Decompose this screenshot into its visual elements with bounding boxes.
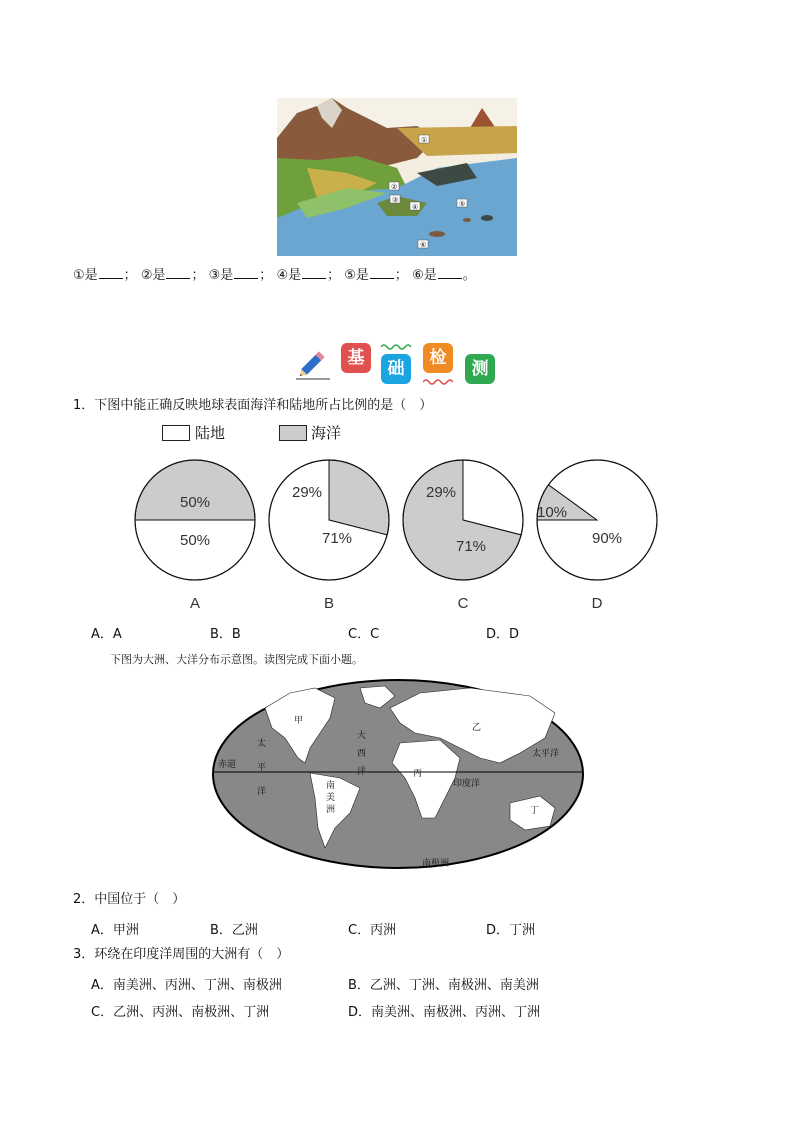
blank-5[interactable] [370,266,394,279]
q2-option-c[interactable]: C．丙洲 [348,923,397,938]
label-pacific-yang: 洋 [257,787,267,797]
label-south-america-1: 南 [326,781,336,791]
q1-option-c[interactable]: C．C [348,627,380,642]
landform-label-4: ④ [412,203,419,211]
label-pacific-ping: 平 [257,763,267,773]
label-indian-ocean: 印度洋 [453,779,481,789]
question-2: 2．中国位于（ ） [73,892,186,907]
landform-label-1: ① [421,136,428,144]
pie-C-label-1: 29% [425,484,457,501]
blank-4[interactable] [302,266,326,279]
legend-land-label: 陆地 [195,424,226,442]
question-1: 1．下图中能正确反映地球表面海洋和陆地所占比例的是（ ） [73,398,433,413]
landform-illustration [277,98,517,256]
label-south-america-3: 洲 [326,805,336,815]
badge-wave-top [381,342,411,350]
label-yi: 乙 [472,723,482,733]
blank-1[interactable] [99,266,123,279]
pie-A-slice-1 [135,460,255,520]
blank-label-1: ①是 [73,268,98,283]
badge-wave-bottom [423,378,453,386]
landform-label-5: ⑤ [459,200,466,208]
q2-option-b[interactable]: B．乙洲 [210,923,258,938]
pie-D-label-1: 10% [536,504,568,521]
badge-chu: 础 [381,354,411,384]
legend-ocean-swatch [279,425,307,441]
label-south-america-2: 美 [326,793,336,803]
world-map [210,678,586,878]
label-jia: 甲 [294,716,304,726]
q1-option-a[interactable]: A．A [91,627,122,642]
badge-ce: 测 [465,354,495,384]
label-equator: 赤道 [218,760,237,770]
blank-label-3: ③是 [208,268,234,283]
map-intro: 下图为大洲、大洋分布示意图。读图完成下面小题。 [110,653,363,666]
q3-option-a[interactable]: A．南美洲、丙洲、丁洲、南极洲 [91,978,282,993]
q3-option-d[interactable]: D．南美洲、南极洲、丙洲、丁洲 [348,1005,541,1020]
blank-label-6: ⑥是 [412,268,437,283]
pie-charts [120,450,680,620]
label-pacific-east: 太平洋 [532,749,560,759]
pie-D-caption: D [591,595,603,612]
pie-C-caption: C [457,595,469,612]
pie-B-label-2: 71% [321,530,353,547]
label-ding: 丁 [530,806,540,816]
pie-D-label-2: 90% [591,530,623,547]
blank-label-5: ⑤是 [344,268,369,283]
label-atlantic-da: 大 [357,731,367,741]
legend-land-swatch [162,425,190,441]
landform-label-6: ⑥ [420,241,427,249]
label-atlantic-yang: 洋 [357,767,367,777]
pie-B-label-1: 29% [291,484,323,501]
pie-A-caption: A [189,595,201,612]
question-3: 3．环绕在印度洋周围的大洲有（ ） [73,947,290,962]
blank-label-2: ②是 [140,268,166,283]
q3-option-b[interactable]: B．乙洲、丁洲、南极洲、南美洲 [348,978,539,993]
pie-A-slice-2 [135,520,255,580]
badge-ji: 基 [341,343,371,373]
landform-label-3: ③ [392,196,399,204]
pie-A-label-2: 50% [179,532,211,549]
q2-option-a[interactable]: A．甲洲 [91,923,139,938]
label-antarctica: 南极洲 [422,859,450,869]
pie-B-caption: B [323,595,335,612]
blank-6[interactable] [438,266,462,279]
blank-3[interactable] [234,266,258,279]
label-atlantic-xi: 西 [357,749,367,759]
q1-option-d[interactable]: D．D [486,627,520,642]
legend-ocean-label: 海洋 [311,424,342,442]
badge-jian: 检 [423,343,453,373]
q1-option-b[interactable]: B．B [210,627,241,642]
pie-C-label-2: 71% [455,538,487,555]
landform-label-2: ② [391,183,398,191]
blank-2[interactable] [166,266,190,279]
pie-A-label-1: 50% [179,494,211,511]
label-pacific-tai: 太 [257,739,267,749]
pencil-icon [294,342,334,382]
q2-option-d[interactable]: D．丁洲 [486,923,536,938]
label-bing: 丙 [413,769,423,779]
blank-label-4: ④是 [276,268,302,283]
q3-option-c[interactable]: C．乙洲、丙洲、南极洲、丁洲 [91,1005,270,1020]
landform-blanks-line: ①是 ； ②是 ； ③是 ； ④是 ； ⑤是 ； ⑥是 。 [73,268,476,283]
